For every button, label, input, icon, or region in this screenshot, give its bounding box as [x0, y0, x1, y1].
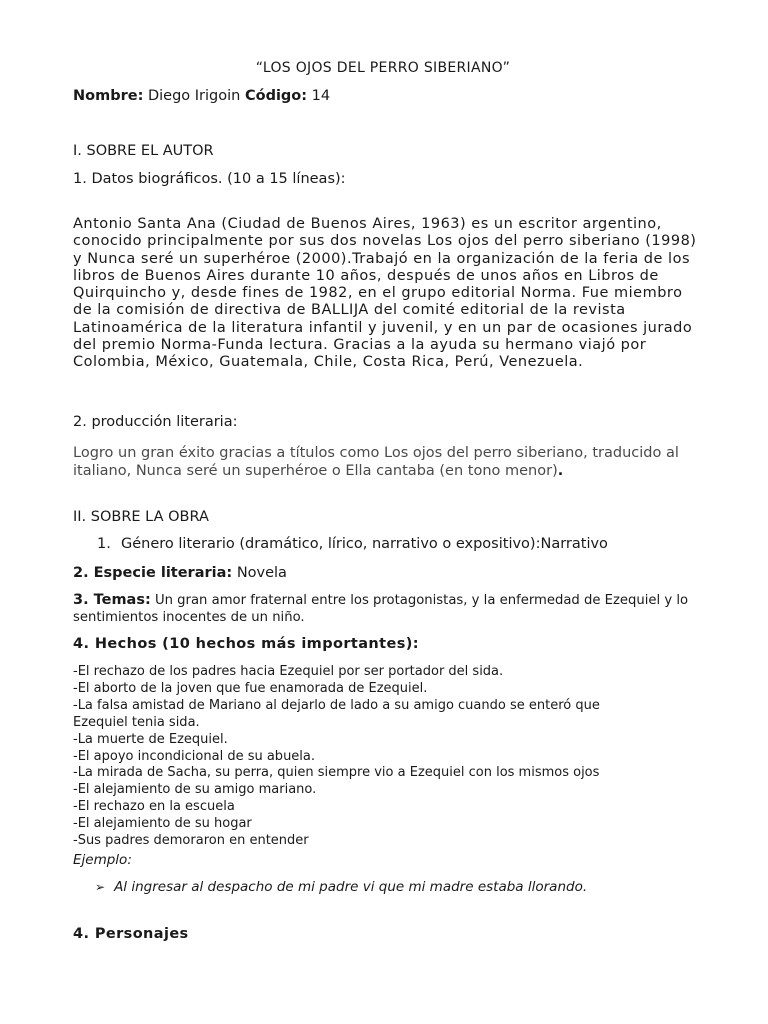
produccion-paragraph	[73, 444, 698, 480]
codigo-value: 14	[311, 88, 331, 104]
produccion-text: Logro un gran éxito gracias a títulos como Los ojos del perro siberiano, traducido al italiano, Nunca seré un superhéroe o Ella cantaba (en tono menor)	[73, 445, 679, 479]
ejemplo-bullet	[95, 879, 587, 895]
temas-paragraph	[73, 592, 693, 627]
section-obra-heading: II. SOBRE LA OBRA	[73, 509, 209, 525]
personajes-heading: 4. Personajes	[73, 926, 189, 942]
arrow-bullet-icon: ➢	[95, 880, 106, 894]
datos-biograficos-label: 1. Datos biográficos. (10 a 15 líneas):	[73, 171, 346, 187]
genero-number: 1.	[97, 536, 111, 552]
especie-value: Novela	[236, 565, 287, 581]
bio-paragraph: Antonio Santa Ana (Ciudad de Buenos Aires, 1963) es un escritor argentino, conocido principalmente por sus dos novelas Los ojos del perro siberiano (1998) y Nunca seré un superhéroe (2000).Trabajó en la organización de la feria de los libros de Buenos Aires durante 10 años, después de unos años en Libros de Quirquincho y, desde fines de 1982, en el grupo editorial Norma. Fue miembro de la comisión de directiva de BALLIJA del comité editorial de la revista Latinoamérica de la literatura infantil y juvenil, y en un par de ocasiones jurado del premio Norma-Funda lectura. Gracias a la ayuda su hermano viajó por Colombia, México, Guatemala, Chile, Costa Rica, Perú, Venezuela.	[73, 216, 697, 371]
produccion-period: .	[557, 463, 564, 479]
list-item: -La muerte de Ezequiel.	[73, 731, 228, 747]
nombre-label: Nombre:	[73, 88, 144, 104]
list-item: -El rechazo de los padres hacia Ezequiel por ser portador del sida.	[73, 664, 504, 679]
list-item: -Sus padres demoraron en entender	[73, 833, 309, 849]
hechos-heading: 4. Hechos (10 hechos más importantes):	[73, 636, 419, 652]
temas-value: Un gran amor fraternal entre los protagonistas, y la enfermedad de Ezequiel y lo sentimientos inocentes de un niño.	[73, 593, 689, 625]
list-item: -El alejamiento de su amigo mariano.	[73, 782, 317, 798]
list-item: -El rechazo en la escuela	[73, 799, 235, 815]
temas-label: 3. Temas:	[73, 592, 151, 608]
section-autor-heading: I. SOBRE EL AUTOR	[73, 143, 214, 159]
genero-text: Género literario (dramático, lírico, narrativo o expositivo):Narrativo	[121, 536, 608, 552]
document-title: “LOS OJOS DEL PERRO SIBERIANO”	[255, 60, 511, 76]
list-item: -El apoyo incondicional de su abuela.	[73, 748, 316, 764]
list-item: -El aborto de la joven que fue enamorada de Ezequiel.	[73, 680, 428, 696]
produccion-label: 2. producción literaria:	[73, 414, 238, 430]
ejemplo-text: Al ingresar al despacho de mi padre vi que mi madre estaba llorando.	[114, 879, 588, 895]
especie-line	[73, 565, 287, 581]
ejemplo-label: Ejemplo:	[73, 852, 132, 868]
especie-label: 2. Especie literaria:	[73, 565, 233, 581]
list-item: -La falsa amistad de Mariano al dejarlo de lado a su amigo cuando se enteró que	[73, 697, 600, 713]
list-item: -El alejamiento de su hogar	[73, 816, 252, 832]
list-item: Ezequiel tenia sida.	[73, 714, 200, 730]
nombre-value: Diego Irigoin	[147, 88, 241, 104]
student-info	[73, 88, 330, 104]
list-item: -La mirada de Sacha, su perra, quien siempre vio a Ezequiel con los mismos ojos	[73, 765, 600, 781]
genero-item	[97, 536, 608, 552]
hechos-list	[73, 664, 693, 850]
codigo-label: Código:	[244, 88, 308, 104]
